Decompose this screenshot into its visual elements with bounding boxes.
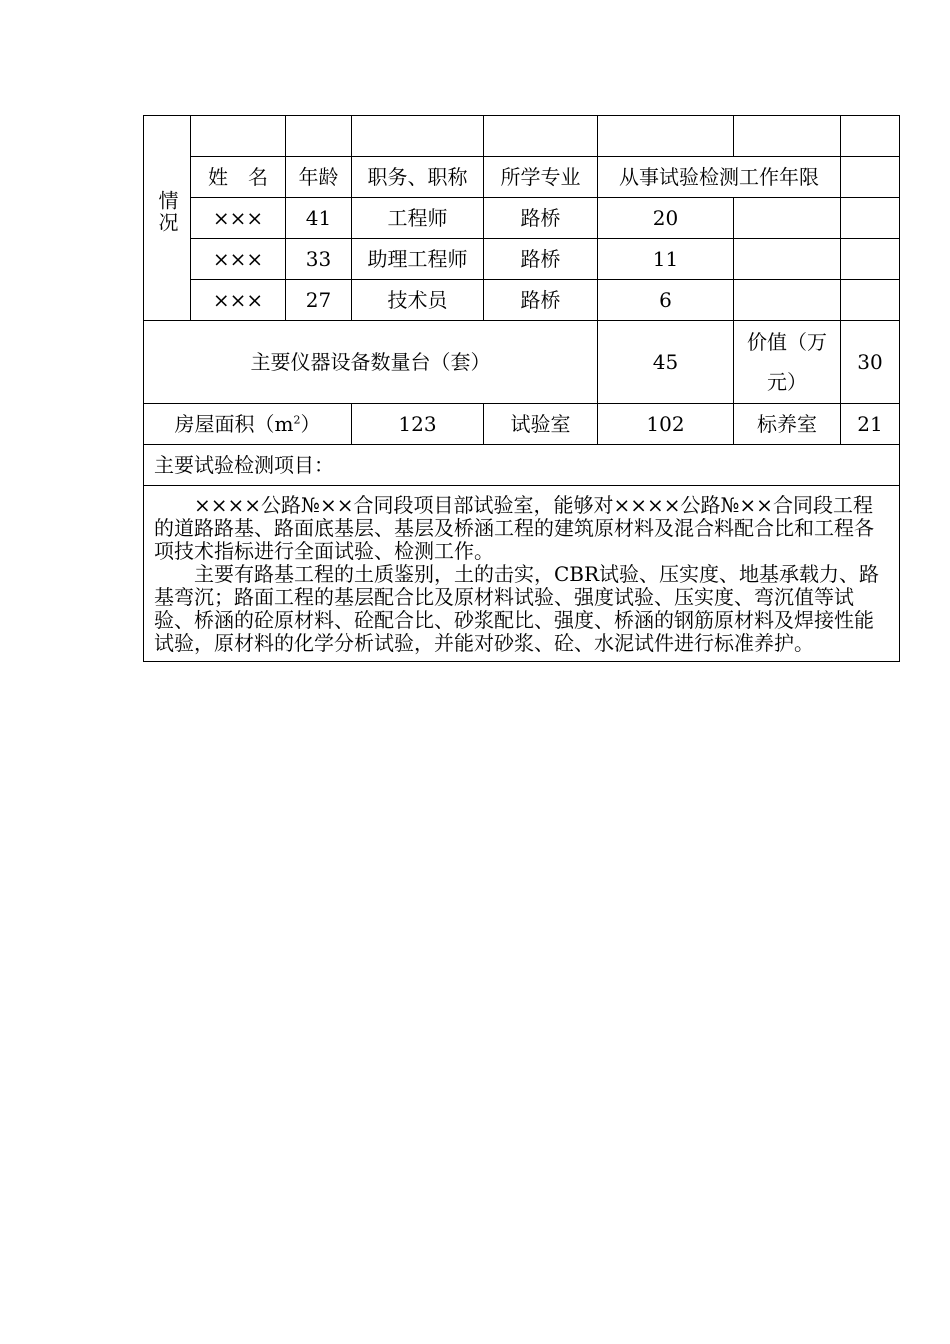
projects-heading-row	[144, 445, 900, 486]
blank-cell	[841, 116, 900, 157]
curing-value: 21	[841, 404, 900, 445]
person-name: ×××	[191, 198, 286, 239]
blank-cell	[352, 116, 484, 157]
value-label-line1: 价值（万	[747, 330, 827, 354]
equipment-value: 30	[841, 321, 900, 404]
blank-cell	[598, 116, 734, 157]
blank-cell	[734, 198, 841, 239]
person-title: 技术员	[352, 280, 484, 321]
side-label: 情况	[155, 190, 179, 234]
person-years: 20	[598, 198, 734, 239]
person-major: 路桥	[484, 198, 598, 239]
blank-cell	[841, 280, 900, 321]
header-age: 年龄	[286, 157, 352, 198]
person-age: 41	[286, 198, 352, 239]
lab-label: 试验室	[484, 404, 598, 445]
person-years: 11	[598, 239, 734, 280]
person-name: ×××	[191, 280, 286, 321]
projects-paragraph-2: 主要有路基工程的土质鉴别，土的击实，CBR试验、压实度、地基承载力、路基弯沉；路面工程的基层配合比及原材料试验、强度试验、压实度、弯沉值等试验、桥涵的砼原材料、砼配合比、砂浆配比、强度、桥涵的钢筋原材料及焊接性能试验，原材料的化学分析试验，并能对砂浆、砼、水泥试件进行标准养护。	[154, 562, 880, 655]
area-row	[144, 404, 900, 445]
area-label-prefix: 房屋面积（m	[174, 411, 294, 436]
person-age: 33	[286, 239, 352, 280]
header-major: 所学专业	[484, 157, 598, 198]
personnel-header-row	[144, 157, 900, 198]
table-row	[144, 198, 900, 239]
equipment-label: 主要仪器设备数量台（套）	[144, 321, 598, 404]
table-row	[144, 280, 900, 321]
table-row	[144, 239, 900, 280]
person-years: 6	[598, 280, 734, 321]
equipment-row	[144, 321, 900, 404]
projects-paragraph-1: ××××公路№××合同段项目部试验室，能够对××××公路№××合同段工程的道路路基、路面底基层、基层及桥涵工程的建筑原材料及混合料配合比和工程各项技术指标进行全面试验、检测工作。	[154, 493, 874, 563]
projects-body	[144, 486, 900, 662]
header-title: 职务、职称	[352, 157, 484, 198]
blank-cell	[734, 116, 841, 157]
blank-cell	[841, 157, 900, 198]
person-title: 助理工程师	[352, 239, 484, 280]
blank-row	[144, 116, 900, 157]
header-name: 姓 名	[191, 157, 286, 198]
curing-label: 标养室	[734, 404, 841, 445]
person-name: ×××	[191, 239, 286, 280]
area-label-sup: 2	[293, 412, 301, 426]
lab-value: 102	[598, 404, 734, 445]
projects-body-row	[144, 486, 900, 662]
area-label-suffix: ）	[300, 411, 321, 436]
person-major: 路桥	[484, 239, 598, 280]
blank-cell	[734, 239, 841, 280]
person-age: 27	[286, 280, 352, 321]
header-years: 从事试验检测工作年限	[598, 157, 841, 198]
blank-cell	[841, 198, 900, 239]
area-label	[144, 404, 352, 445]
blank-cell	[841, 239, 900, 280]
equipment-value-label	[734, 321, 841, 404]
blank-cell	[734, 280, 841, 321]
blank-cell	[286, 116, 352, 157]
projects-heading: 主要试验检测项目：	[144, 445, 900, 486]
area-total: 123	[352, 404, 484, 445]
blank-cell	[191, 116, 286, 157]
side-label-cell	[144, 116, 191, 321]
blank-cell	[484, 116, 598, 157]
person-title: 工程师	[352, 198, 484, 239]
value-label-line2: 元）	[767, 370, 807, 394]
lab-info-table	[143, 115, 900, 662]
equipment-count: 45	[598, 321, 734, 404]
person-major: 路桥	[484, 280, 598, 321]
